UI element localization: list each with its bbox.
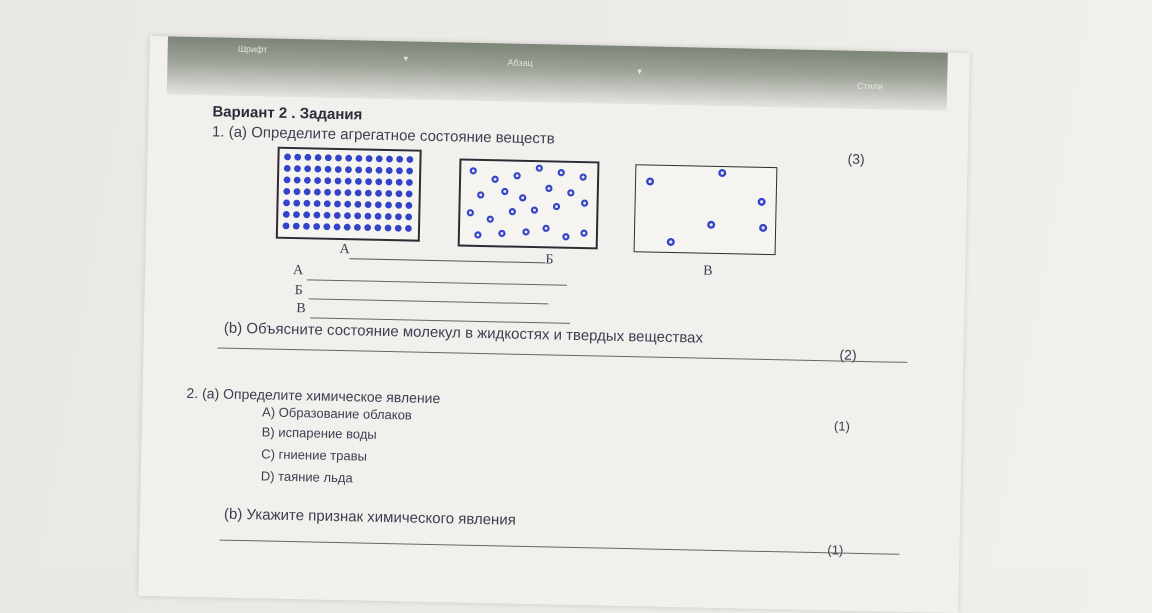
answer-label-b: Б	[294, 283, 303, 299]
molecule-dot	[386, 179, 393, 186]
molecule-dot	[345, 178, 352, 185]
molecule-dot	[365, 178, 372, 185]
molecule-dot	[294, 188, 301, 195]
answer-line-a[interactable]	[307, 279, 567, 285]
ribbon-font-group-label[interactable]: Шрифт	[237, 43, 268, 55]
solid-molecules-diagram	[278, 149, 420, 240]
ribbon-paragraph-group-label[interactable]: Абзац	[507, 57, 533, 69]
molecule-dot	[334, 200, 341, 207]
molecule-dot	[314, 177, 321, 184]
molecule-dot	[375, 178, 382, 185]
variant-title: Вариант 2 . Задания	[212, 103, 363, 124]
molecule-dot	[354, 212, 361, 219]
figure-label-line	[349, 258, 545, 263]
question-2a-text: 2. (а) Определите химическое явление	[186, 384, 441, 407]
option-a: А) Образование облаков	[261, 404, 412, 423]
molecule-dot	[324, 200, 331, 207]
ribbon-dialog-launcher-icon[interactable]: ▾	[637, 66, 643, 77]
molecule-dot	[396, 156, 403, 163]
question-2b-text: (b) Укажите признак химического явления	[223, 505, 516, 529]
molecule-dot	[376, 167, 383, 174]
molecule-dot	[303, 200, 310, 207]
molecule-dot	[354, 224, 361, 231]
molecule-dot	[385, 213, 392, 220]
molecule-dot	[376, 155, 383, 162]
molecule-dot	[303, 223, 310, 230]
molecule-dot	[385, 202, 392, 209]
molecule-dot	[375, 201, 382, 208]
liquid-molecules-diagram	[460, 161, 598, 248]
question-1b-points: (2)	[839, 346, 857, 363]
molecule-dot	[304, 154, 311, 161]
molecule-dot	[396, 179, 403, 186]
molecule-dot	[315, 154, 322, 161]
molecule-dot	[335, 177, 342, 184]
question-1a-text: 1. (a) Определите агрегатное состояние веществ	[211, 123, 555, 148]
molecule-dot	[334, 189, 341, 196]
molecule-dot	[406, 179, 413, 186]
molecule-dot	[406, 190, 413, 197]
gas-molecules-diagram	[635, 165, 777, 254]
molecule-dot	[395, 190, 402, 197]
molecule-dot	[355, 189, 362, 196]
question-2a-points: (1)	[833, 418, 851, 434]
option-c: С) гниение травы	[261, 446, 368, 464]
molecule-dot	[313, 223, 320, 230]
molecule-dot	[324, 189, 331, 196]
molecule-dot	[294, 177, 301, 184]
question-1b-text: (b) Объясните состояние молекул в жидкостях и твердых веществах	[223, 319, 704, 347]
ribbon-styles-group-label[interactable]: Стили	[857, 80, 884, 92]
figure-label-c: В	[703, 263, 713, 279]
molecule-dot	[364, 213, 371, 220]
molecule-dot	[385, 190, 392, 197]
word-ribbon	[167, 36, 948, 110]
molecule-dot	[314, 200, 321, 207]
molecule-dot	[345, 155, 352, 162]
molecule-dot	[324, 177, 331, 184]
molecule-dot	[345, 166, 352, 173]
molecule-dot	[314, 166, 321, 173]
molecule-dot	[386, 167, 393, 174]
molecule-dot	[364, 224, 371, 231]
molecule-dot	[344, 189, 351, 196]
option-d: D) таяние льда	[260, 468, 353, 486]
option-b: В) испарение воды	[261, 424, 377, 442]
question-2b-points: (1)	[827, 542, 844, 558]
molecule-dot	[304, 188, 311, 195]
molecule-dot	[355, 178, 362, 185]
molecule-dot	[344, 201, 351, 208]
molecule-dot	[314, 189, 321, 196]
molecule-dot	[344, 224, 351, 231]
molecule-dot	[313, 212, 320, 219]
answer-line-1b[interactable]	[217, 347, 907, 362]
molecule-dot	[354, 201, 361, 208]
molecule-dot	[355, 155, 362, 162]
document-page	[138, 36, 970, 613]
molecule-dot	[284, 153, 291, 160]
figure-label-b: Б	[545, 252, 554, 268]
molecule-dot	[284, 165, 291, 172]
molecule-dot	[334, 223, 341, 230]
question-1a-points: (3)	[847, 150, 865, 167]
molecule-dot	[365, 201, 372, 208]
molecule-dot	[294, 154, 301, 161]
figure-liquid-box	[458, 159, 600, 250]
molecule-dot	[304, 177, 311, 184]
molecule-dot	[375, 190, 382, 197]
answer-line-b[interactable]	[309, 298, 549, 304]
molecule-dot	[374, 224, 381, 231]
molecule-dot	[365, 190, 372, 197]
figure-gas-box	[634, 164, 778, 255]
molecule-dot	[335, 155, 342, 162]
molecule-dot	[283, 199, 290, 206]
molecule-dot	[395, 202, 402, 209]
molecule-dot	[386, 156, 393, 163]
molecule-dot	[344, 212, 351, 219]
molecule-dot	[395, 213, 402, 220]
molecule-dot	[283, 211, 290, 218]
figure-solid-box	[276, 147, 422, 242]
molecule-dot	[405, 202, 412, 209]
figure-label-a: А	[339, 242, 350, 258]
molecule-dot	[324, 212, 331, 219]
molecule-dot	[375, 213, 382, 220]
molecule-dot	[294, 165, 301, 172]
answer-line-2b[interactable]	[219, 540, 899, 558]
molecule-dot	[385, 225, 392, 232]
molecule-dot	[293, 211, 300, 218]
answer-label-c: В	[296, 301, 306, 317]
answer-label-a: А	[292, 263, 304, 279]
molecule-dot	[303, 211, 310, 218]
molecule-dot	[396, 167, 403, 174]
molecule-dot	[406, 156, 413, 163]
molecule-dot	[335, 166, 342, 173]
molecule-dot	[283, 222, 290, 229]
molecule-dot	[323, 223, 330, 230]
molecule-dot	[325, 166, 332, 173]
molecule-dot	[293, 200, 300, 207]
molecule-dot	[355, 166, 362, 173]
molecule-dot	[365, 167, 372, 174]
molecule-dot	[406, 167, 413, 174]
molecule-dot	[405, 225, 412, 232]
ribbon-dialog-launcher-icon[interactable]: ▾	[403, 53, 409, 64]
molecule-dot	[304, 165, 311, 172]
molecule-dot	[395, 225, 402, 232]
molecule-dot	[325, 154, 332, 161]
molecule-dot	[405, 213, 412, 220]
molecule-dot	[334, 212, 341, 219]
molecule-dot	[293, 223, 300, 230]
molecule-dot	[284, 176, 291, 183]
molecule-dot	[283, 188, 290, 195]
molecule-dot	[366, 155, 373, 162]
